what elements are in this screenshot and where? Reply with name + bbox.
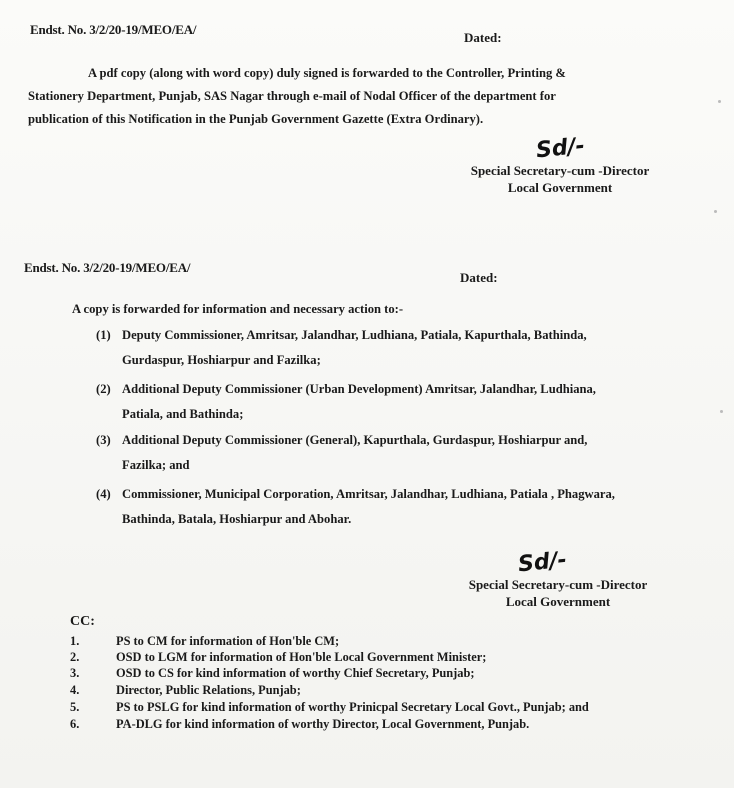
cc-item-6: [70, 717, 529, 732]
signatory-block-1: [458, 162, 662, 196]
signatory-title-2: Special Secretary-cum -Director: [468, 577, 648, 592]
recipient-line1-2: Additional Deputy Commissioner (Urban Development) Amritsar, Jalandhar, Ludhiana,: [122, 382, 596, 396]
endorsement-number-2: Endst. No. 3/2/20-19/MEO/EA/: [24, 260, 191, 275]
cc-text-4: Director, Public Relations, Punjab;: [116, 683, 301, 697]
recipient-num-4: (4): [96, 487, 111, 501]
cc-num-3: 3.: [70, 666, 80, 680]
cc-item-4: [70, 683, 301, 698]
cc-num-5: 5.: [70, 700, 80, 714]
recipient-num-2: (2): [96, 382, 111, 396]
signatory-block-2: [456, 576, 660, 610]
signature-mark-1: Sd/-: [534, 133, 586, 164]
cc-num-1: 1.: [70, 634, 80, 648]
cc-num-2: 2.: [70, 650, 80, 664]
cc-text-1: PS to CM for information of Hon'ble CM;: [116, 634, 340, 648]
recipient-line1-3: Additional Deputy Commissioner (General), Kapurthala, Gurdaspur, Hoshiarpur and,: [122, 433, 588, 447]
cc-num-6: 6.: [70, 717, 80, 731]
cc-text-2: OSD to LGM for information of Hon'ble Local Government Minister;: [116, 650, 487, 664]
scan-speck: [718, 100, 721, 103]
recipient-line2-2: Patiala, and Bathinda;: [122, 407, 244, 421]
recipient-line2-4: Bathinda, Batala, Hoshiarpur and Abohar.: [122, 512, 352, 526]
cc-text-5: PS to PSLG for kind information of worthy Prinicpal Secretary Local Govt., Punjab; and: [116, 700, 589, 714]
forwarding-paragraph-line-2: Stationery Department, Punjab, SAS Nagar through e-mail of Nodal Officer of the department for: [28, 89, 556, 103]
recipient-line1-1: Deputy Commissioner, Amritsar, Jalandhar, Ludhiana, Patiala, Kapurthala, Bathinda,: [122, 328, 587, 342]
signatory-dept-1: Local Government: [507, 180, 613, 195]
signature-mark-2: Sd/-: [516, 547, 568, 578]
recipient-item-1: [96, 323, 587, 373]
signatory-title-1: Special Secretary-cum -Director: [470, 163, 650, 178]
cc-item-5: [70, 700, 589, 715]
cc-heading: CC:: [70, 614, 95, 629]
cc-text-3: OSD to CS for kind information of worthy Chief Secretary, Punjab;: [116, 666, 475, 680]
recipient-num-3: (3): [96, 433, 111, 447]
recipient-line1-4: Commissioner, Municipal Corporation, Amritsar, Jalandhar, Ludhiana, Patiala , Phagwara,: [122, 487, 615, 501]
recipient-item-2: [96, 377, 596, 427]
cc-num-4: 4.: [70, 683, 80, 697]
dated-label-1: Dated:: [464, 30, 502, 45]
cc-item-1: [70, 634, 339, 649]
cc-text-6: PA-DLG for kind information of worthy Director, Local Government, Punjab.: [116, 717, 530, 731]
recipient-line2-3: Fazilka; and: [122, 458, 190, 472]
endorsement-number-1: Endst. No. 3/2/20-19/MEO/EA/: [30, 22, 197, 37]
scan-speck: [720, 410, 723, 413]
recipient-item-4: [96, 482, 615, 532]
recipient-line2-1: Gurdaspur, Hoshiarpur and Fazilka;: [122, 353, 321, 367]
cc-item-3: [70, 666, 475, 681]
signatory-dept-2: Local Government: [505, 594, 611, 609]
recipient-num-1: (1): [96, 328, 111, 342]
dated-label-2: Dated:: [460, 270, 498, 285]
forwarding-paragraph-line-1: A pdf copy (along with word copy) duly signed is forwarded to the Controller, Printing &: [88, 66, 566, 80]
copy-forward-intro: A copy is forwarded for information and necessary action to:-: [72, 302, 404, 316]
forwarding-paragraph-line-3: publication of this Notification in the Punjab Government Gazette (Extra Ordinary).: [28, 112, 484, 126]
cc-item-2: [70, 650, 486, 665]
scan-speck: [714, 210, 717, 213]
recipient-item-3: [96, 428, 587, 478]
